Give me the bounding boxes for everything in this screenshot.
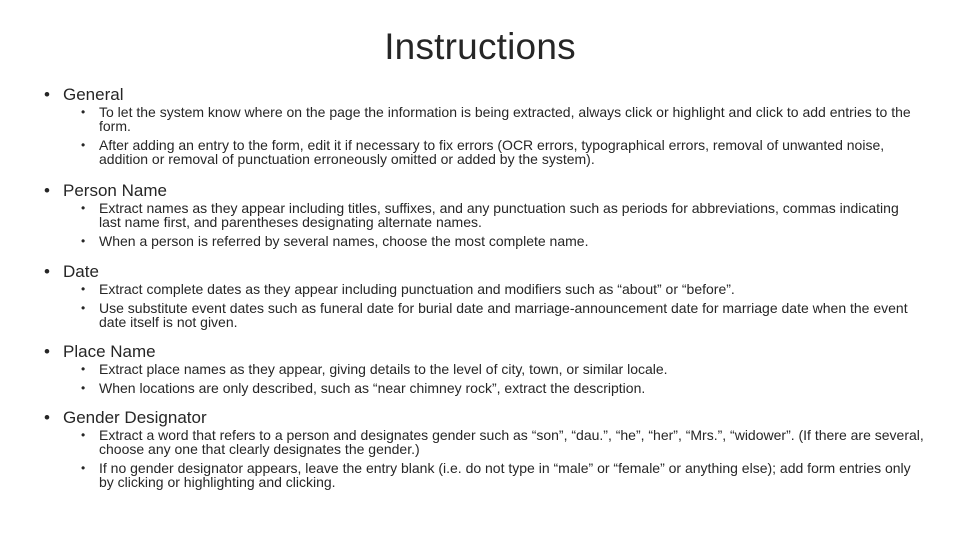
- bullet-icon: •: [81, 105, 86, 119]
- item-text: When locations are only described, such as “near chimney rock”, extract the description.: [99, 380, 646, 396]
- list-item: [81, 105, 924, 133]
- section-items: [44, 362, 924, 395]
- bullet-icon: •: [81, 461, 86, 475]
- bullet-icon: •: [81, 138, 86, 152]
- list-item: [81, 428, 924, 456]
- bullet-icon: •: [44, 342, 50, 361]
- list-item: [81, 381, 924, 395]
- bullet-icon: •: [81, 362, 86, 376]
- list-item: [81, 362, 924, 376]
- section-person-name: [44, 180, 924, 248]
- section-place-name: [44, 341, 924, 395]
- section-heading-row: [44, 180, 924, 202]
- section-items: [44, 282, 924, 329]
- bullet-icon: •: [81, 428, 86, 442]
- bullet-icon: •: [81, 201, 86, 215]
- item-text: When a person is referred by several names, choose the most complete name.: [99, 233, 589, 249]
- section-items: [44, 428, 924, 489]
- bullet-icon: •: [44, 408, 50, 427]
- bullet-icon: •: [81, 282, 86, 296]
- list-item: [81, 461, 924, 489]
- section-heading-row: [44, 407, 924, 429]
- bullet-icon: •: [44, 181, 50, 200]
- list-item: [81, 301, 924, 329]
- section-heading: General: [63, 85, 124, 104]
- section-date: [44, 261, 924, 329]
- section-items: [44, 201, 924, 248]
- item-text: Use substitute event dates such as funeral date for burial date and marriage-announcement date for marriage date when the event date itself is not given.: [99, 300, 908, 330]
- list-item: [81, 138, 924, 166]
- item-text: After adding an entry to the form, edit it if necessary to fix errors (OCR errors, typographical errors, removal of unwanted noise, addition or removal of punctuation erroneously omitted or added by the system).: [99, 137, 885, 167]
- list-item: [81, 234, 924, 248]
- bullet-icon: •: [81, 381, 86, 395]
- item-text: To let the system know where on the page the information is being extracted, always click or highlight and click to add entries to the form.: [99, 104, 911, 134]
- section-heading-row: [44, 261, 924, 283]
- bullet-icon: •: [44, 262, 50, 281]
- item-text: Extract complete dates as they appear including punctuation and modifiers such as “about” or “before”.: [99, 281, 735, 297]
- section-heading: Date: [63, 262, 99, 281]
- list-item: [81, 201, 924, 229]
- section-heading: Gender Designator: [63, 408, 207, 427]
- bullet-icon: •: [81, 301, 86, 315]
- slide-title: Instructions: [384, 26, 576, 67]
- item-text: Extract a word that refers to a person and designates gender such as “son”, “dau.”, “he”, “her”, “Mrs.”, “widower”. (If there are several, choose any one that clearly designates the gender.): [99, 427, 924, 457]
- section-heading-row: [44, 341, 924, 363]
- section-gender-designator: [44, 407, 924, 489]
- section-heading-row: [44, 84, 924, 106]
- item-text: If no gender designator appears, leave the entry blank (i.e. do not type in “male” or “female” or anything else); add form entries only by clicking or highlighting and clicking.: [99, 460, 911, 490]
- bullet-icon: •: [81, 234, 86, 248]
- list-item: [81, 282, 924, 296]
- item-text: Extract place names as they appear, giving details to the level of city, town, or similar locale.: [99, 361, 668, 377]
- section-heading: Place Name: [63, 342, 156, 361]
- bullet-icon: •: [44, 85, 50, 104]
- item-text: Extract names as they appear including titles, suffixes, and any punctuation such as periods for abbreviations, commas indicating last name first, and parentheses designating alternate names.: [99, 200, 899, 230]
- section-heading: Person Name: [63, 181, 167, 200]
- section-items: [44, 105, 924, 166]
- section-general: [44, 84, 924, 166]
- instructions-list: [44, 84, 924, 494]
